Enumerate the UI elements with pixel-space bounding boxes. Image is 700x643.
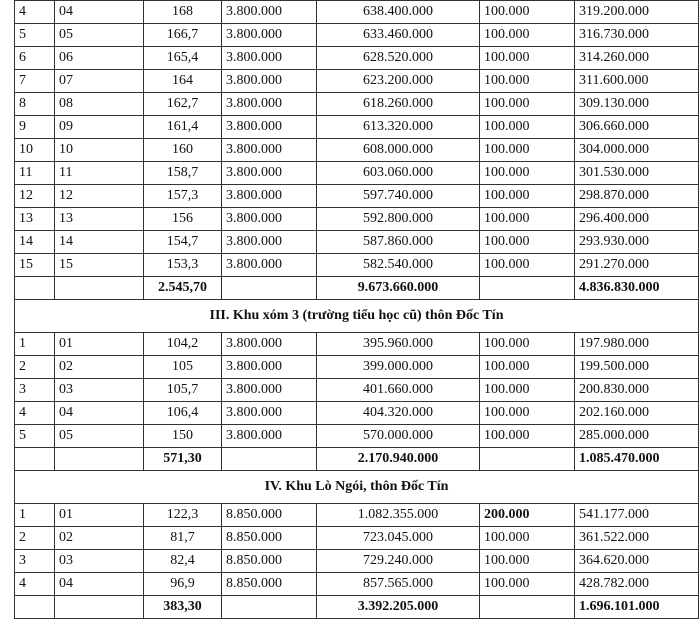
table-row	[15, 116, 699, 139]
total-amount-cell: 401.660.000	[317, 379, 480, 402]
remaining-cell: 306.660.000	[575, 116, 699, 139]
table-row	[15, 208, 699, 231]
lot-index-cell: 7	[15, 70, 55, 93]
unit-price-cell: 3.800.000	[222, 47, 317, 70]
unit-price-cell: 3.800.000	[222, 116, 317, 139]
table-body	[15, 1, 699, 619]
total-amount-cell: 399.000.000	[317, 356, 480, 379]
table-row	[15, 139, 699, 162]
area-cell: 156	[144, 208, 222, 231]
section-header-row	[15, 471, 699, 504]
lot-index-cell: 1	[15, 504, 55, 527]
remaining-cell: 364.620.000	[575, 550, 699, 573]
area-cell: 104,2	[144, 333, 222, 356]
deposit-cell: 100.000	[480, 162, 575, 185]
lot-index-cell: 8	[15, 93, 55, 116]
unit-price-cell: 3.800.000	[222, 1, 317, 24]
deposit-cell: 100.000	[480, 185, 575, 208]
table-row	[15, 527, 699, 550]
subtotal-area-cell: 2.545,70	[144, 277, 222, 300]
unit-price-cell: 8.850.000	[222, 527, 317, 550]
lot-number-cell: 15	[55, 254, 144, 277]
table-row	[15, 47, 699, 70]
deposit-cell: 100.000	[480, 425, 575, 448]
remaining-cell: 197.980.000	[575, 333, 699, 356]
total-amount-cell: 628.520.000	[317, 47, 480, 70]
lot-number-cell: 04	[55, 1, 144, 24]
unit-price-cell: 3.800.000	[222, 139, 317, 162]
table-row	[15, 573, 699, 596]
area-cell: 105	[144, 356, 222, 379]
area-cell: 164	[144, 70, 222, 93]
total-amount-cell: 857.565.000	[317, 573, 480, 596]
remaining-cell: 298.870.000	[575, 185, 699, 208]
total-amount-cell: 582.540.000	[317, 254, 480, 277]
lot-number-cell: 05	[55, 425, 144, 448]
total-amount-cell: 623.200.000	[317, 70, 480, 93]
deposit-cell: 100.000	[480, 139, 575, 162]
total-amount-cell: 633.460.000	[317, 24, 480, 47]
land-lot-table	[14, 0, 699, 619]
lot-index-cell: 11	[15, 162, 55, 185]
unit-price-cell: 8.850.000	[222, 504, 317, 527]
lot-index-cell: 9	[15, 116, 55, 139]
table-row	[15, 402, 699, 425]
total-amount-cell: 723.045.000	[317, 527, 480, 550]
lot-index-cell: 4	[15, 402, 55, 425]
area-cell: 122,3	[144, 504, 222, 527]
unit-price-cell: 8.850.000	[222, 550, 317, 573]
remaining-cell: 296.400.000	[575, 208, 699, 231]
subtotal-empty-cell	[222, 596, 317, 619]
subtotal-empty-cell	[55, 277, 144, 300]
total-amount-cell: 587.860.000	[317, 231, 480, 254]
subtotal-amount-cell: 9.673.660.000	[317, 277, 480, 300]
lot-number-cell: 07	[55, 70, 144, 93]
subtotal-remaining-cell: 4.836.830.000	[575, 277, 699, 300]
lot-number-cell: 10	[55, 139, 144, 162]
unit-price-cell: 3.800.000	[222, 185, 317, 208]
subtotal-empty-cell	[15, 448, 55, 471]
subtotal-empty-cell	[55, 448, 144, 471]
lot-number-cell: 11	[55, 162, 144, 185]
lot-index-cell: 15	[15, 254, 55, 277]
total-amount-cell: 395.960.000	[317, 333, 480, 356]
deposit-cell: 100.000	[480, 527, 575, 550]
remaining-cell: 311.600.000	[575, 70, 699, 93]
remaining-cell: 293.930.000	[575, 231, 699, 254]
lot-index-cell: 6	[15, 47, 55, 70]
deposit-cell: 100.000	[480, 254, 575, 277]
lot-index-cell: 5	[15, 425, 55, 448]
lot-number-cell: 04	[55, 573, 144, 596]
unit-price-cell: 3.800.000	[222, 208, 317, 231]
area-cell: 162,7	[144, 93, 222, 116]
total-amount-cell: 570.000.000	[317, 425, 480, 448]
unit-price-cell: 3.800.000	[222, 231, 317, 254]
deposit-cell: 100.000	[480, 356, 575, 379]
area-cell: 96,9	[144, 573, 222, 596]
unit-price-cell: 3.800.000	[222, 162, 317, 185]
unit-price-cell: 3.800.000	[222, 333, 317, 356]
subtotal-row	[15, 596, 699, 619]
total-amount-cell: 613.320.000	[317, 116, 480, 139]
area-cell: 168	[144, 1, 222, 24]
lot-number-cell: 08	[55, 93, 144, 116]
total-amount-cell: 404.320.000	[317, 402, 480, 425]
area-cell: 157,3	[144, 185, 222, 208]
remaining-cell: 304.000.000	[575, 139, 699, 162]
unit-price-cell: 3.800.000	[222, 24, 317, 47]
lot-index-cell: 2	[15, 527, 55, 550]
subtotal-remaining-cell: 1.085.470.000	[575, 448, 699, 471]
subtotal-remaining-cell: 1.696.101.000	[575, 596, 699, 619]
unit-price-cell: 3.800.000	[222, 402, 317, 425]
remaining-cell: 314.260.000	[575, 47, 699, 70]
table-row	[15, 425, 699, 448]
remaining-cell: 309.130.000	[575, 93, 699, 116]
lot-index-cell: 2	[15, 356, 55, 379]
remaining-cell: 200.830.000	[575, 379, 699, 402]
unit-price-cell: 3.800.000	[222, 356, 317, 379]
area-cell: 160	[144, 139, 222, 162]
remaining-cell: 428.782.000	[575, 573, 699, 596]
deposit-cell: 100.000	[480, 573, 575, 596]
lot-index-cell: 10	[15, 139, 55, 162]
area-cell: 150	[144, 425, 222, 448]
table-row	[15, 1, 699, 24]
lot-number-cell: 01	[55, 333, 144, 356]
lot-index-cell: 3	[15, 550, 55, 573]
area-cell: 153,3	[144, 254, 222, 277]
table-row	[15, 254, 699, 277]
lot-number-cell: 05	[55, 24, 144, 47]
table-row	[15, 162, 699, 185]
subtotal-empty-cell	[15, 596, 55, 619]
deposit-cell: 100.000	[480, 208, 575, 231]
subtotal-area-cell: 571,30	[144, 448, 222, 471]
remaining-cell: 285.000.000	[575, 425, 699, 448]
lot-number-cell: 14	[55, 231, 144, 254]
lot-number-cell: 13	[55, 208, 144, 231]
deposit-cell: 100.000	[480, 550, 575, 573]
area-cell: 165,4	[144, 47, 222, 70]
total-amount-cell: 638.400.000	[317, 1, 480, 24]
deposit-cell: 100.000	[480, 116, 575, 139]
remaining-cell: 541.177.000	[575, 504, 699, 527]
table-row	[15, 70, 699, 93]
lot-number-cell: 01	[55, 504, 144, 527]
deposit-cell: 100.000	[480, 1, 575, 24]
total-amount-cell: 1.082.355.000	[317, 504, 480, 527]
area-cell: 106,4	[144, 402, 222, 425]
table-row	[15, 24, 699, 47]
remaining-cell: 202.160.000	[575, 402, 699, 425]
subtotal-empty-cell	[480, 277, 575, 300]
table-row	[15, 504, 699, 527]
lot-index-cell: 13	[15, 208, 55, 231]
total-amount-cell: 603.060.000	[317, 162, 480, 185]
lot-index-cell: 14	[15, 231, 55, 254]
area-cell: 82,4	[144, 550, 222, 573]
deposit-cell: 100.000	[480, 379, 575, 402]
remaining-cell: 291.270.000	[575, 254, 699, 277]
lot-number-cell: 03	[55, 379, 144, 402]
area-cell: 105,7	[144, 379, 222, 402]
lot-index-cell: 4	[15, 1, 55, 24]
remaining-cell: 316.730.000	[575, 24, 699, 47]
subtotal-empty-cell	[55, 596, 144, 619]
table-row	[15, 333, 699, 356]
table-row	[15, 185, 699, 208]
table-row	[15, 93, 699, 116]
deposit-cell: 100.000	[480, 93, 575, 116]
lot-index-cell: 5	[15, 24, 55, 47]
lot-index-cell: 3	[15, 379, 55, 402]
lot-index-cell: 12	[15, 185, 55, 208]
remaining-cell: 199.500.000	[575, 356, 699, 379]
area-cell: 154,7	[144, 231, 222, 254]
table-row	[15, 356, 699, 379]
deposit-cell: 100.000	[480, 402, 575, 425]
table-row	[15, 550, 699, 573]
lot-number-cell: 02	[55, 356, 144, 379]
unit-price-cell: 3.800.000	[222, 70, 317, 93]
lot-number-cell: 12	[55, 185, 144, 208]
total-amount-cell: 618.260.000	[317, 93, 480, 116]
subtotal-empty-cell	[480, 596, 575, 619]
subtotal-empty-cell	[222, 448, 317, 471]
subtotal-row	[15, 448, 699, 471]
lot-index-cell: 4	[15, 573, 55, 596]
lot-number-cell: 03	[55, 550, 144, 573]
lot-number-cell: 06	[55, 47, 144, 70]
table-row	[15, 231, 699, 254]
total-amount-cell: 729.240.000	[317, 550, 480, 573]
table-row	[15, 379, 699, 402]
area-cell: 161,4	[144, 116, 222, 139]
subtotal-empty-cell	[222, 277, 317, 300]
deposit-cell: 100.000	[480, 24, 575, 47]
subtotal-empty-cell	[15, 277, 55, 300]
unit-price-cell: 3.800.000	[222, 254, 317, 277]
unit-price-cell: 3.800.000	[222, 425, 317, 448]
unit-price-cell: 3.800.000	[222, 379, 317, 402]
lot-number-cell: 04	[55, 402, 144, 425]
area-cell: 166,7	[144, 24, 222, 47]
subtotal-area-cell: 383,30	[144, 596, 222, 619]
total-amount-cell: 592.800.000	[317, 208, 480, 231]
lot-number-cell: 02	[55, 527, 144, 550]
deposit-cell: 100.000	[480, 47, 575, 70]
remaining-cell: 361.522.000	[575, 527, 699, 550]
unit-price-cell: 8.850.000	[222, 573, 317, 596]
total-amount-cell: 608.000.000	[317, 139, 480, 162]
remaining-cell: 319.200.000	[575, 1, 699, 24]
subtotal-row	[15, 277, 699, 300]
deposit-cell: 200.000	[480, 504, 575, 527]
lot-index-cell: 1	[15, 333, 55, 356]
area-cell: 81,7	[144, 527, 222, 550]
subtotal-amount-cell: 3.392.205.000	[317, 596, 480, 619]
deposit-cell: 100.000	[480, 231, 575, 254]
total-amount-cell: 597.740.000	[317, 185, 480, 208]
deposit-cell: 100.000	[480, 70, 575, 93]
area-cell: 158,7	[144, 162, 222, 185]
unit-price-cell: 3.800.000	[222, 93, 317, 116]
remaining-cell: 301.530.000	[575, 162, 699, 185]
section-title: III. Khu xóm 3 (trường tiểu học cũ) thôn Đốc Tín	[15, 300, 699, 333]
subtotal-amount-cell: 2.170.940.000	[317, 448, 480, 471]
section-header-row	[15, 300, 699, 333]
lot-number-cell: 09	[55, 116, 144, 139]
section-title: IV. Khu Lò Ngói, thôn Đốc Tín	[15, 471, 699, 504]
subtotal-empty-cell	[480, 448, 575, 471]
deposit-cell: 100.000	[480, 333, 575, 356]
